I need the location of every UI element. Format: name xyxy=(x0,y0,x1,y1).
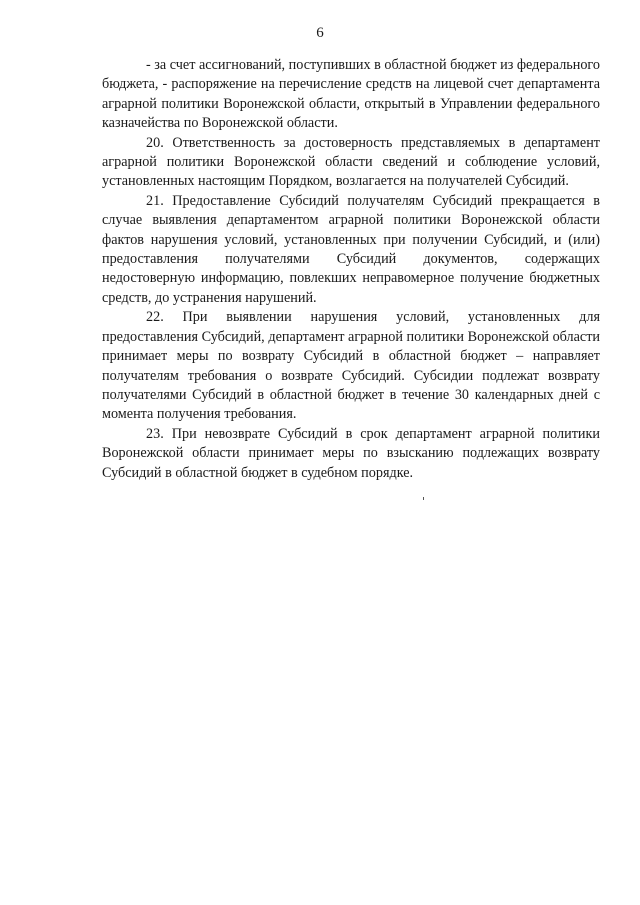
scan-speck xyxy=(423,497,424,500)
paragraph-23-recovery: 23. При невозврате Субсидий в срок департамент аграрной политики Воронежской области принимает меры по взысканию подлежащих возврату Субсидий в областной бюджет в судебном порядке. xyxy=(102,425,600,481)
paragraph-21-termination: 21. Предоставление Субсидий получателям Субсидий прекращается в случае выявления департаментом аграрной политики Воронежской области фактов нарушения условий, установленных при получении Субсидий, и (или) предоставления получателями Субсидий документов, содержащих недостоверную информацию, повлекших неправомерное получение бюджетных средств, до устранения нарушений. xyxy=(102,192,600,306)
paragraph-22-violations: 22. При выявлении нарушения условий, установленных для предоставления Субсидий, департамент аграрной политики Воронежской области принимает меры по возврату Субсидий в областной бюджет – направляет получателям требования о возврате Субсидий. Субсидии подлежат возврату получателями Субсидий в областной бюджет в течение 30 календарных дней с момента получения требования. xyxy=(102,309,600,423)
paragraph-funding-source: - за счет ассигнований, поступивших в областной бюджет из федерального бюджета, - распоряжение на перечисление средств на лицевой счет департамента аграрной политики Воронежской области, открытый в Управлении федерального казначейства по Воронежской области. xyxy=(102,57,600,132)
paragraph-20-responsibility: 20. Ответственность за достоверность представляемых в департамент аграрной политики Воронежской области сведений и соблюдение условий, установленных настоящим Порядком, возлагается на получателей Субсидий. xyxy=(102,134,600,190)
page-number: 6 xyxy=(316,25,324,41)
document-body xyxy=(102,56,600,483)
